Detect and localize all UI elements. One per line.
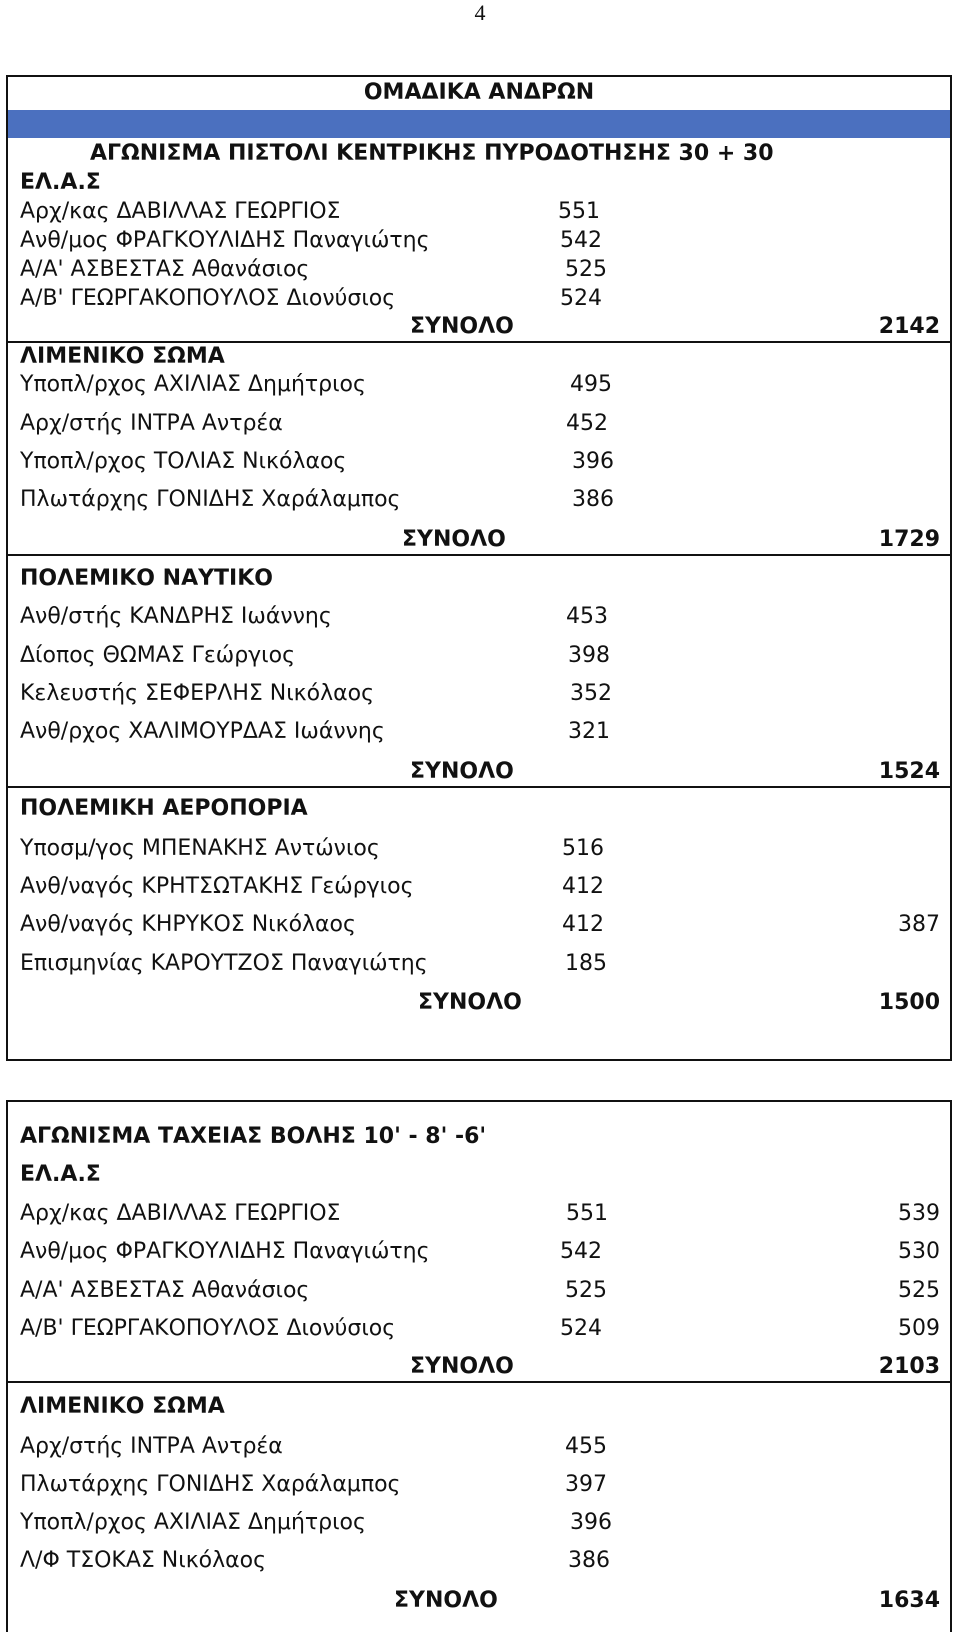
team-name	[8, 168, 950, 198]
total-value: 1729	[878, 527, 940, 552]
name-cell: ΑΓΩΝΙΣΜΑ ΤΑΧΕΙΑΣ ΒΟΛΗΣ 10' - 8' -6'	[20, 1124, 487, 1149]
score-cell: 455	[565, 1434, 607, 1459]
table-row	[8, 409, 950, 439]
total-row	[8, 312, 950, 342]
table-row	[8, 834, 950, 864]
event-title	[8, 1122, 950, 1152]
divider	[8, 786, 950, 788]
total-value: 1524	[878, 759, 940, 784]
table-row	[8, 1546, 950, 1576]
name-cell: Ανθ/μος ΦΡΑΓΚΟΥΛΙΔΗΣ Παναγιώτης	[20, 1239, 430, 1264]
table-row	[8, 872, 950, 902]
score-cell: 542	[560, 1239, 602, 1264]
table-row	[8, 255, 950, 285]
table-row	[8, 370, 950, 400]
name-cell: ΛΙΜΕΝΙΚΟ ΣΩΜΑ	[20, 1394, 225, 1419]
total-label: ΣΥΝΟΛΟ	[410, 314, 514, 339]
score-cell: 396	[570, 1510, 612, 1535]
name-cell: ΠΟΛΕΜΙΚΗ ΑΕΡΟΠΟΡΙΑ	[20, 796, 308, 821]
name-cell: Υποπλ/ρχος ΑΧΙΛΙΑΣ Δημήτριος	[20, 1510, 366, 1535]
name-cell: Α/Α' ΑΣΒΕΣΤΑΣ Αθανάσιος	[20, 1278, 310, 1303]
total-row	[8, 988, 950, 1018]
table-row	[8, 1432, 950, 1462]
total-label: ΣΥΝΟΛΟ	[394, 1588, 498, 1613]
table-row	[8, 1470, 950, 1500]
name-cell: Α/Α' ΑΣΒΕΣΤΑΣ Αθανάσιος	[20, 257, 310, 282]
table-row	[8, 602, 950, 632]
table-row	[8, 226, 950, 256]
table-row	[8, 197, 950, 227]
score-cell: 453	[566, 604, 608, 629]
team-name	[8, 1392, 950, 1422]
name-cell: Υποπλ/ρχος ΤΟΛΙΑΣ Νικόλαος	[20, 449, 347, 474]
name-cell: Κελευστής ΣΕΦΕΡΛΗΣ Νικόλαος	[20, 681, 374, 706]
total-value: 1500	[878, 990, 940, 1015]
total-row	[8, 525, 950, 555]
team-name	[8, 1160, 950, 1190]
total-row	[8, 757, 950, 787]
results-table-rapid-fire	[6, 1100, 952, 1632]
table-row	[8, 1314, 950, 1344]
team-name	[8, 794, 950, 824]
name-cell: ΕΛ.Α.Σ	[20, 1162, 101, 1187]
name-cell: Ανθ/ναγός ΚΗΡΥΚΟΣ Νικόλαος	[20, 912, 356, 937]
score-cell: 551	[566, 1201, 608, 1226]
team-name	[8, 342, 950, 372]
extra-score-cell: 509	[898, 1316, 940, 1341]
extra-score-cell: 539	[898, 1201, 940, 1226]
score-cell: 525	[565, 257, 607, 282]
table-row	[8, 641, 950, 671]
total-value: 1634	[878, 1588, 940, 1613]
section-title: ΟΜΑΔΙΚΑ ΑΝΔΡΩΝ	[363, 80, 595, 105]
total-value: 2142	[878, 314, 940, 339]
table-row	[8, 1508, 950, 1538]
table-row	[8, 1199, 950, 1229]
table-row	[8, 1237, 950, 1267]
team-name	[8, 564, 950, 594]
score-cell: 412	[562, 912, 604, 937]
score-cell: 452	[566, 411, 608, 436]
name-cell: Α/Β' ΓΕΩΡΓΑΚΟΠΟΥΛΟΣ Διονύσιος	[20, 286, 396, 311]
score-cell: 495	[570, 372, 612, 397]
score-cell: 397	[565, 1472, 607, 1497]
name-cell: Α/Β' ΓΕΩΡΓΑΚΟΠΟΥΛΟΣ Διονύσιος	[20, 1316, 396, 1341]
table-row	[8, 910, 950, 940]
name-cell: Ανθ/μος ΦΡΑΓΚΟΥΛΙΔΗΣ Παναγιώτης	[20, 228, 430, 253]
name-cell: ΕΛ.Α.Σ	[20, 170, 101, 195]
total-label: ΣΥΝΟΛΟ	[410, 1354, 514, 1379]
total-row	[8, 1586, 950, 1616]
extra-score-cell: 387	[898, 912, 940, 937]
name-cell: Ανθ/ναγός ΚΡΗΤΣΩΤΑΚΗΣ Γεώργιος	[20, 874, 414, 899]
name-cell: Πλωτάρχης ΓΟΝΙΔΗΣ Χαράλαμπος	[20, 1472, 401, 1497]
divider	[8, 554, 950, 556]
event-title: ΑΓΩΝΙΣΜΑ ΠΙΣΤΟΛΙ ΚΕΝΤΡΙΚΗΣ ΠΥΡΟΔΟΤΗΣΗΣ 30 + 30	[90, 141, 774, 166]
name-cell: Δίοπος ΘΩΜΑΣ Γεώργιος	[20, 643, 295, 668]
score-cell: 551	[558, 199, 600, 224]
table-row	[8, 447, 950, 477]
table-row	[8, 949, 950, 979]
extra-score-cell: 525	[898, 1278, 940, 1303]
name-cell: Υποσμ/γος ΜΠΕΝΑΚΗΣ Αντώνιος	[20, 836, 380, 861]
name-cell: ΠΟΛΕΜΙΚΟ ΝΑΥΤΙΚΟ	[20, 566, 273, 591]
score-cell: 525	[565, 1278, 607, 1303]
total-value: 2103	[878, 1354, 940, 1379]
name-cell: ΛΙΜΕΝΙΚΟ ΣΩΜΑ	[20, 344, 225, 369]
total-label: ΣΥΝΟΛΟ	[402, 527, 506, 552]
total-label: ΣΥΝΟΛΟ	[410, 759, 514, 784]
divider	[8, 1381, 950, 1383]
table-row	[8, 1276, 950, 1306]
score-cell: 412	[562, 874, 604, 899]
score-cell: 542	[560, 228, 602, 253]
score-cell: 352	[570, 681, 612, 706]
score-cell: 321	[568, 719, 610, 744]
name-cell: Ανθ/στής ΚΑΝΔΡΗΣ Ιωάννης	[20, 604, 332, 629]
name-cell: Αρχ/στής ΙΝΤΡΑ Αντρέα	[20, 411, 283, 436]
score-cell: 185	[565, 951, 607, 976]
total-label: ΣΥΝΟΛΟ	[418, 990, 522, 1015]
score-cell: 398	[568, 643, 610, 668]
name-cell: Λ/Φ ΤΣΟΚΑΣ Νικόλαος	[20, 1548, 267, 1573]
score-cell: 386	[568, 1548, 610, 1573]
name-cell: Επισμηνίας ΚΑΡΟΥΤΖΟΣ Παναγιώτης	[20, 951, 428, 976]
table-row	[8, 284, 950, 314]
header-band	[8, 110, 950, 138]
name-cell: Αρχ/στής ΙΝΤΡΑ Αντρέα	[20, 1434, 283, 1459]
name-cell: Πλωτάρχης ΓΟΝΙΔΗΣ Χαράλαμπος	[20, 487, 401, 512]
total-row	[8, 1352, 950, 1382]
table-row	[8, 717, 950, 747]
page-number: 4	[474, 0, 486, 25]
name-cell: Υποπλ/ρχος ΑΧΙΛΙΑΣ Δημήτριος	[20, 372, 366, 397]
table-row	[8, 679, 950, 709]
score-cell: 516	[562, 836, 604, 861]
score-cell: 386	[572, 487, 614, 512]
name-cell: Ανθ/ρχος ΧΑΛΙΜΟΥΡΔΑΣ Ιωάννης	[20, 719, 385, 744]
score-cell: 524	[560, 1316, 602, 1341]
name-cell: Αρχ/κας ΔΑΒΙΛΛΑΣ ΓΕΩΡΓΙΟΣ	[20, 1201, 341, 1226]
score-cell: 396	[572, 449, 614, 474]
table-row	[8, 485, 950, 515]
name-cell: Αρχ/κας ΔΑΒΙΛΛΑΣ ΓΕΩΡΓΙΟΣ	[20, 199, 341, 224]
results-table-pistol	[6, 75, 952, 1061]
extra-score-cell: 530	[898, 1239, 940, 1264]
score-cell: 524	[560, 286, 602, 311]
